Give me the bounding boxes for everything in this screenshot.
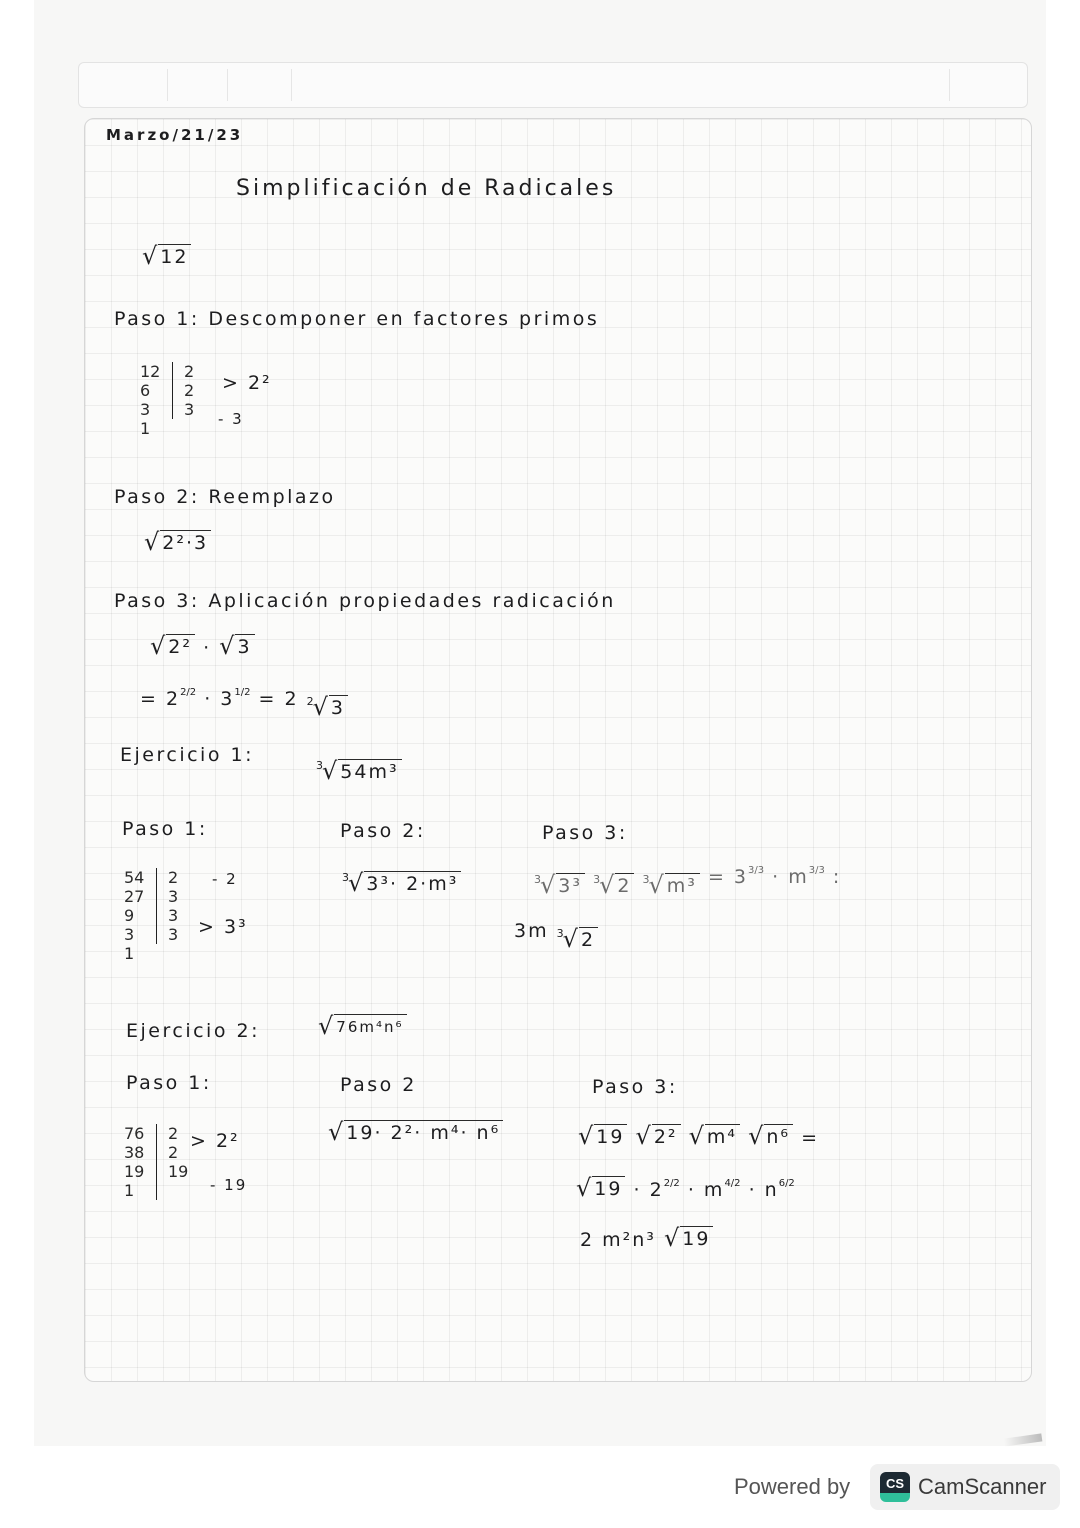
- ejercicio1-paso1-label: Paso 1:: [122, 818, 208, 840]
- dividend: 76: [124, 1124, 145, 1143]
- ejercicio1-expression: 3 √ 54m³: [316, 752, 402, 783]
- dividend: 3: [140, 400, 151, 419]
- factor: [168, 944, 178, 963]
- page-title: Simplificación de Radicales: [236, 176, 617, 201]
- ejercicio1-division-table: [124, 868, 178, 963]
- radical-icon: √: [688, 1122, 704, 1150]
- dividend: 3: [124, 925, 135, 944]
- example-paso2-expression: √ 2²·3: [144, 530, 211, 555]
- cube-root-icon: √: [562, 925, 578, 953]
- example-paso3-label: Paso 3: Aplicación propiedades radicación: [114, 590, 616, 612]
- dividend: 38: [124, 1143, 145, 1162]
- header-divider: [291, 69, 292, 101]
- factor: 2: [168, 868, 179, 887]
- ejercicio1-paso3-label: Paso 3:: [542, 822, 628, 844]
- ejercicio2-paso2-label: Paso 2: [340, 1074, 417, 1096]
- factor: [168, 1181, 188, 1200]
- ejercicio2-paso3-line2: √ 19 · 22/2 · m4/2 · n6/2: [576, 1174, 795, 1202]
- factor: 2: [168, 1143, 179, 1162]
- radical-icon: √: [635, 1122, 651, 1150]
- ejercicio1-result: 3m 3 √ 2: [514, 920, 598, 951]
- cube-root-icon: √: [348, 869, 364, 897]
- dividend: 1: [124, 944, 135, 963]
- factor-note: > 2²: [190, 1130, 240, 1152]
- ejercicio1-paso2-expression: 3 √ 3³· 2·m³: [342, 864, 461, 895]
- ejercicio1-paso2-label: Paso 2:: [340, 820, 426, 842]
- factor: 3: [168, 925, 179, 944]
- ejercicio2-result: 2 m²n³ √ 19: [580, 1226, 713, 1251]
- dividend: 6: [140, 381, 151, 400]
- radical-icon: √: [328, 1118, 344, 1146]
- factor: 3: [168, 906, 179, 925]
- notebook-header-strip: [78, 62, 1028, 108]
- cube-root-icon: √: [322, 757, 338, 785]
- dividend: 1: [140, 419, 151, 438]
- example-paso2-label: Paso 2: Reemplazo: [114, 486, 336, 508]
- camscanner-brand-name: CamScanner: [918, 1474, 1047, 1499]
- radical-icon: √: [748, 1122, 764, 1150]
- dividend: 54: [124, 868, 145, 887]
- factor: 3: [184, 400, 195, 419]
- radical-icon: √: [142, 242, 158, 270]
- header-divider: [949, 69, 950, 101]
- date: Marzo/21/23: [106, 126, 244, 144]
- ejercicio2-label: Ejercicio 2:: [126, 1020, 260, 1042]
- factor-note: - 3: [218, 410, 244, 428]
- ejercicio2-expression: √ 76m⁴n⁶: [318, 1014, 407, 1039]
- radical-icon: √: [150, 632, 166, 660]
- factor: 2: [168, 1124, 179, 1143]
- example-paso3-line2: = 22/2 · 31/2 = 2 2 √ 3: [140, 688, 348, 719]
- ejercicio2-paso2-expression: √ 19· 2²· m⁴· n⁶: [328, 1120, 503, 1145]
- ejercicio2-paso3-line1: √ 19 √ 2² √ m⁴ √ n⁶ =: [578, 1122, 819, 1150]
- powered-by-label: Powered by: [734, 1474, 851, 1499]
- cube-root-icon: √: [540, 871, 556, 899]
- factor: [184, 419, 194, 438]
- radical-icon: √: [219, 632, 235, 660]
- camscanner-logo-icon: CS: [880, 1472, 910, 1502]
- ejercicio2-paso1-label: Paso 1:: [126, 1072, 212, 1094]
- example-expression: [142, 244, 191, 269]
- dividend: 27: [124, 887, 145, 906]
- cube-root-icon: √: [648, 871, 664, 899]
- radical-icon: √: [144, 528, 160, 556]
- camscanner-badge[interactable]: [870, 1464, 1060, 1510]
- dividend: 12: [140, 362, 161, 381]
- factor: 3: [168, 887, 179, 906]
- dividend: 1: [124, 1181, 135, 1200]
- ejercicio1-label: Ejercicio 1:: [120, 744, 254, 766]
- factor-note: - 2: [212, 870, 238, 888]
- factor-note: - 19: [210, 1176, 248, 1194]
- factor: 2: [184, 381, 195, 400]
- radicand: 12: [158, 244, 191, 268]
- ejercicio1-paso3-line1: 3 √ 3³ 3 √ 2 3 √ m³ = 33/3 · m3/3 :: [534, 865, 842, 899]
- factor-note: > 2²: [222, 372, 272, 394]
- dividend: 19: [124, 1162, 145, 1181]
- factor: 2: [184, 362, 195, 381]
- radical-icon: √: [578, 1122, 594, 1150]
- example-paso3-line1: √ 2² · √ 3: [150, 634, 255, 659]
- radical-icon: √: [312, 693, 328, 721]
- dividend: 9: [124, 906, 135, 925]
- ejercicio2-paso3-label: Paso 3:: [592, 1076, 678, 1098]
- radical-icon: √: [663, 1224, 680, 1252]
- factor: 19: [168, 1162, 189, 1181]
- cube-root-icon: √: [599, 871, 615, 899]
- factor-note: > 3³: [198, 916, 248, 938]
- radical-icon: √: [318, 1012, 334, 1040]
- header-divider: [167, 69, 168, 101]
- header-divider: [227, 69, 228, 101]
- radical-icon: √: [576, 1174, 592, 1202]
- example-division-table: [140, 362, 194, 438]
- ejercicio2-division-table: [124, 1124, 188, 1200]
- example-paso1-label: Paso 1: Descomponer en factores primos: [114, 308, 600, 330]
